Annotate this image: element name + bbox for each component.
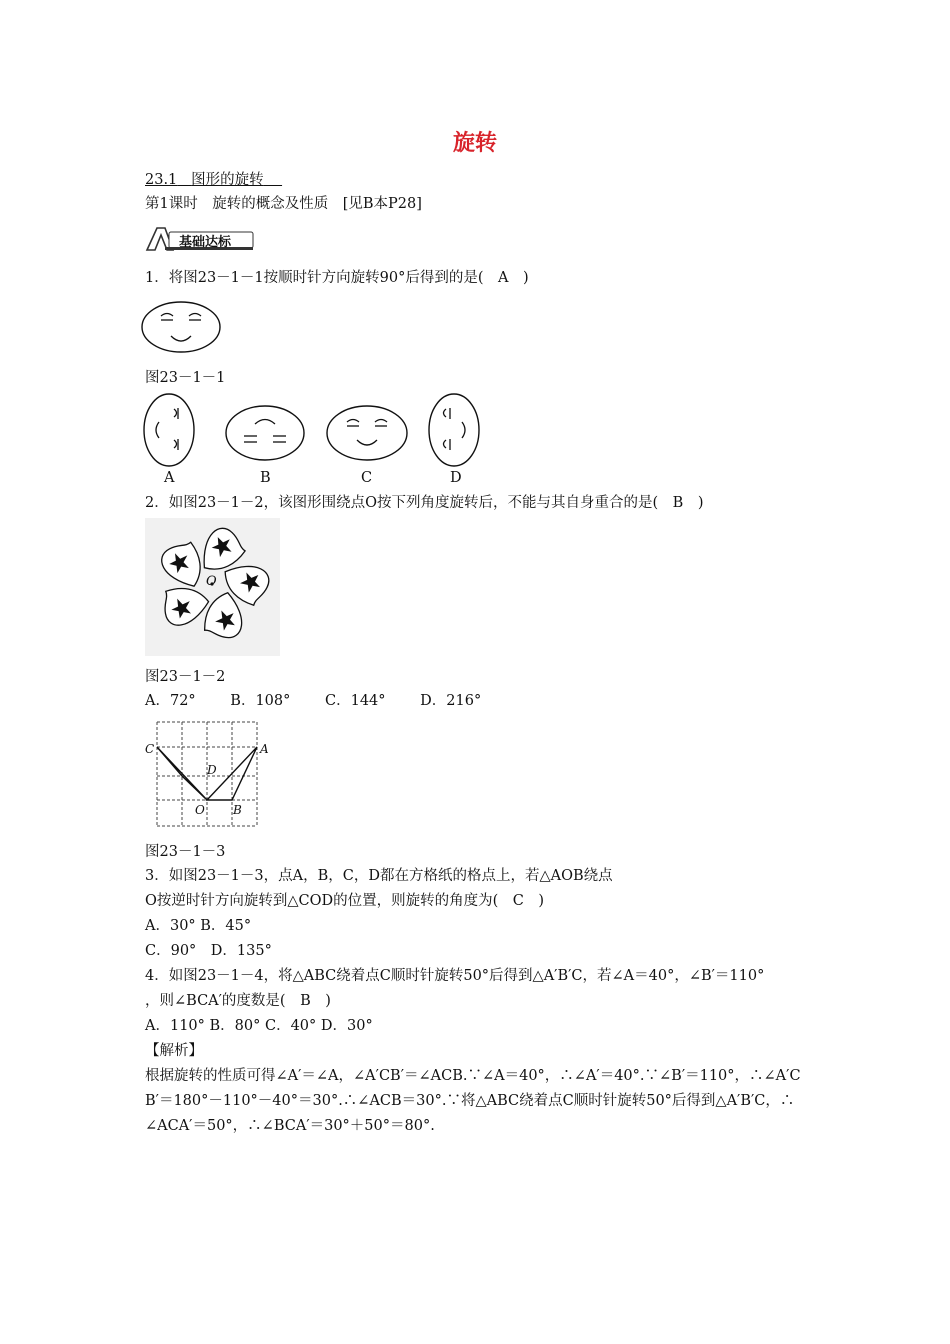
figure-23-1-3-caption: 图23－1－3	[145, 844, 226, 860]
center-point-label: O	[206, 574, 217, 589]
option-a-label: A	[164, 470, 175, 486]
grid-figure	[145, 718, 265, 833]
question-3-options-row-2: C．90° D．135°	[145, 943, 272, 959]
q2-option-a: A．72°	[145, 693, 196, 709]
question-3-line-1: 3．如图23－1－3，点A，B，C，D都在方格纸的格点上，若△AOB绕点	[145, 868, 613, 884]
point-b-label: B	[233, 803, 242, 817]
face-option-d	[426, 392, 484, 470]
section-heading	[145, 170, 282, 190]
option-d-label: D	[450, 470, 462, 486]
face-figure-original	[140, 298, 226, 358]
figure-23-1-1-caption: 图23－1－1	[145, 370, 226, 386]
point-d-label: D	[207, 763, 217, 777]
q2-option-d: D．216°	[420, 693, 482, 709]
q2-option-b: B．108°	[230, 693, 291, 709]
question-2-options	[145, 691, 511, 711]
figure-23-1-2-caption: 图23－1－2	[145, 669, 226, 685]
analysis-line-2: B′＝180°－110°－40°＝30°.∴∠ACB＝30°.∵将△ABC绕着点C顺时针旋转50°后得到△A′B′C，∴	[145, 1093, 795, 1109]
analysis-line-1: 根据旋转的性质可得∠A′＝∠A，∠A′CB′＝∠ACB.∵∠A＝40°，∴∠A′＝40°.∵∠B′＝110°，∴∠A′C	[145, 1068, 801, 1084]
face-option-c	[325, 402, 409, 464]
section-name: 图形的旋转	[191, 172, 264, 188]
question-1-text: 1．将图23－1－1按顺时针方向旋转90°后得到的是( A )	[145, 270, 529, 286]
question-2-text: 2．如图23－1－2，该图形围绕点O按下列角度旋转后，不能与其自身重合的是( B )	[145, 495, 704, 511]
question-4-options: A．110° B．80° C．40° D．30°	[145, 1018, 373, 1034]
question-4-line-1: 4．如图23－1－4，将△ABC绕着点C顺时针旋转50°后得到△A′B′C，若∠A＝40°，∠B′＝110°	[145, 968, 765, 984]
question-4-line-2: ，则∠BCA′的度数是( B )	[145, 993, 331, 1009]
badge-text: 基础达标	[179, 235, 232, 250]
point-c-label: C	[145, 742, 155, 756]
question-3-line-2: O按逆时针方向旋转到△COD的位置，则旋转的角度为( C )	[145, 893, 545, 909]
q2-option-c: C．144°	[325, 693, 386, 709]
point-a-label: A	[260, 742, 269, 756]
point-o-label: O	[195, 803, 205, 817]
lesson-heading: 第1课时 旋转的概念及性质 [见B本P28]	[145, 196, 422, 212]
question-3-options-row-1: A．30° B．45°	[145, 918, 252, 934]
analysis-line-3: ∠ACA′＝50°，∴∠BCA′＝30°＋50°＝80°.	[145, 1118, 435, 1134]
face-option-a	[140, 392, 200, 470]
basic-level-badge	[145, 226, 255, 252]
face-option-b	[224, 402, 306, 464]
option-c-label: C	[361, 470, 373, 486]
analysis-label: 【解析】	[145, 1043, 203, 1059]
section-number: 23.1	[145, 172, 178, 188]
page-title: 旋转	[452, 130, 497, 156]
option-b-label: B	[260, 470, 271, 486]
